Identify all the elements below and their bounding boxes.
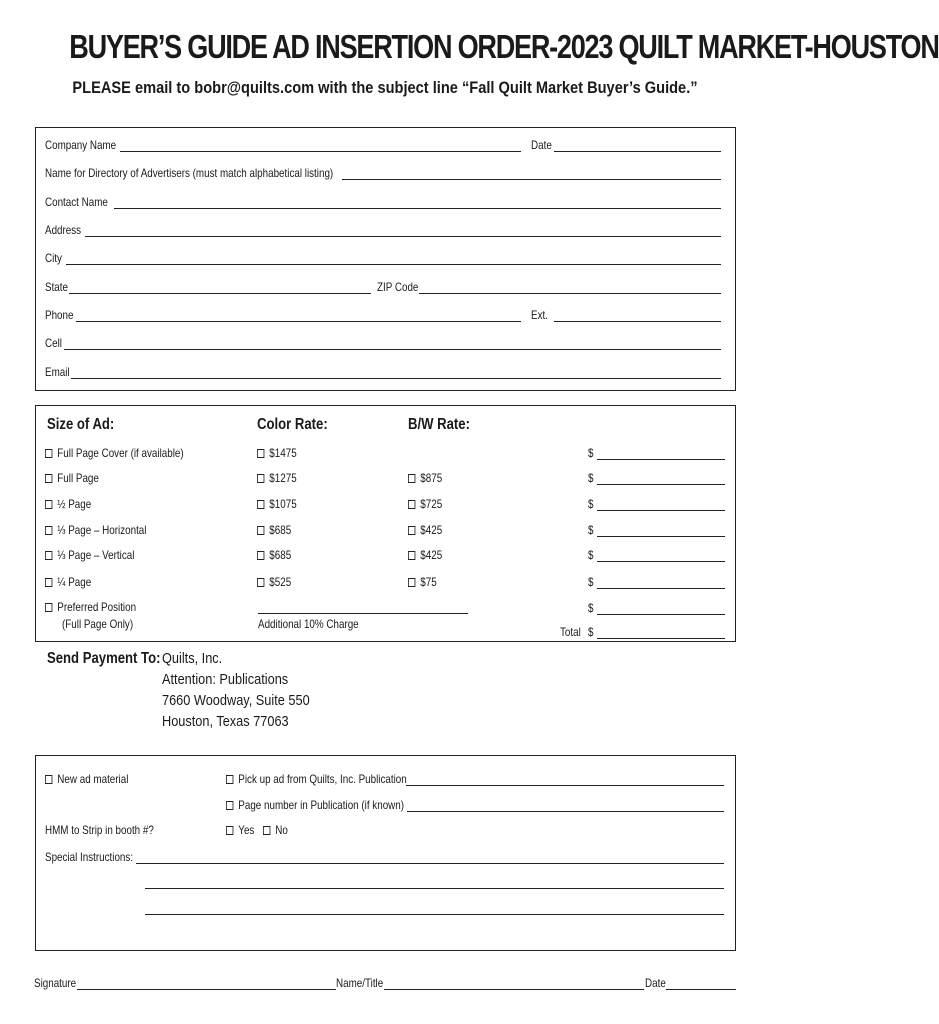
checkbox-icon [257, 526, 264, 535]
color-rate-option[interactable] [257, 575, 291, 589]
date-field[interactable] [531, 138, 721, 152]
checkbox-icon [45, 603, 52, 612]
dollar-sign: $ [588, 471, 594, 485]
checkbox-icon [257, 449, 264, 458]
amount-line[interactable] [597, 588, 725, 589]
ad-size-option[interactable] [45, 548, 134, 562]
no-option[interactable] [263, 823, 288, 837]
cell-label: Cell [45, 336, 62, 350]
payment-label: Send Payment To: [47, 650, 161, 667]
email-field[interactable] [45, 365, 721, 379]
bw-rate-option[interactable] [408, 523, 442, 537]
payment-line: 7660 Woodway, Suite 550 [162, 692, 310, 709]
page-subtitle: PLEASE email to bobr@quilts.com with the subject line “Fall Quilt Market Buyer’s Guide.” [72, 78, 698, 97]
ad-size-label: ¼ Page [57, 575, 92, 589]
checkbox-icon [257, 551, 264, 560]
city-field[interactable] [45, 251, 721, 265]
additional-charge-line[interactable] [258, 613, 468, 614]
cell-field[interactable] [45, 336, 721, 350]
dollar-sign: $ [588, 523, 594, 537]
bw-rate-value: $725 [420, 497, 443, 511]
ad-size-label: ⅓ Page – Vertical [57, 548, 135, 562]
pickup-label: Pick up ad from Quilts, Inc. Publication [238, 772, 407, 786]
total-amount-line[interactable] [597, 638, 725, 639]
footer-date-field[interactable] [645, 976, 736, 990]
special-instructions-line[interactable] [145, 888, 724, 889]
amount-line[interactable] [597, 510, 725, 511]
bw-rate-option[interactable] [408, 497, 442, 511]
checkbox-icon [226, 826, 233, 835]
checkbox-icon [257, 578, 264, 587]
phone-field[interactable] [45, 308, 521, 322]
ad-size-label: Full Page [57, 471, 99, 485]
checkbox-icon [45, 578, 52, 587]
color-rate-value: $1075 [269, 497, 297, 511]
checkbox-icon [257, 500, 264, 509]
special-instructions-field[interactable] [45, 850, 724, 864]
dollar-sign: $ [588, 625, 594, 639]
bw-column-header: B/W Rate: [408, 416, 470, 433]
special-instructions-line[interactable] [145, 914, 724, 915]
checkbox-icon [45, 500, 52, 509]
page-title: BUYER’S GUIDE AD INSERTION ORDER-2023 QUILT MARKET-HOUSTON [69, 28, 939, 65]
contact-name-label: Contact Name [45, 195, 108, 209]
bw-rate-value: $425 [420, 548, 443, 562]
bw-rate-value: $875 [420, 471, 443, 485]
state-label: State [45, 280, 68, 294]
name-title-label: Name/Title [336, 976, 384, 990]
signature-field[interactable] [34, 976, 336, 990]
color-rate-option[interactable] [257, 548, 291, 562]
company-name-field[interactable] [45, 138, 521, 152]
ad-size-option[interactable] [45, 575, 91, 589]
payment-line: Attention: Publications [162, 671, 289, 688]
payment-line: Houston, Texas 77063 [162, 713, 289, 730]
color-rate-option[interactable] [257, 446, 297, 460]
checkbox-icon [45, 526, 52, 535]
dollar-sign: $ [588, 548, 594, 562]
directory-name-field[interactable] [45, 166, 721, 180]
payment-line: Quilts, Inc. [162, 650, 223, 667]
dollar-sign: $ [588, 575, 594, 589]
dollar-sign: $ [588, 446, 594, 460]
preferred-amount-line[interactable] [597, 614, 725, 615]
new-ad-option[interactable] [45, 772, 128, 786]
checkbox-icon [45, 449, 52, 458]
directory-name-label: Name for Directory of Advertisers (must match alphabetical listing) [45, 166, 334, 180]
amount-line[interactable] [597, 459, 725, 460]
contact-name-field[interactable] [45, 195, 721, 209]
amount-line[interactable] [597, 484, 725, 485]
company-name-label: Company Name [45, 138, 117, 152]
phone-label: Phone [45, 308, 74, 322]
checkbox-icon [45, 775, 52, 784]
ad-size-option[interactable] [45, 497, 91, 511]
bw-rate-option[interactable] [408, 575, 437, 589]
total-label: Total [560, 625, 581, 639]
checkbox-icon [263, 826, 270, 835]
color-rate-value: $525 [269, 575, 292, 589]
color-rate-value: $685 [269, 548, 292, 562]
checkbox-icon [408, 578, 415, 587]
state-field[interactable] [45, 280, 371, 294]
ad-size-label: Full Page Cover (if available) [57, 446, 184, 460]
checkbox-icon [408, 526, 415, 535]
checkbox-icon [408, 551, 415, 560]
page-number-label: Page number in Publication (if known) [238, 798, 405, 812]
color-rate-option[interactable] [257, 523, 291, 537]
checkbox-icon [45, 474, 52, 483]
preferred-position-note: (Full Page Only) [62, 617, 134, 631]
ad-size-label: ½ Page [57, 497, 92, 511]
yes-label: Yes [238, 823, 255, 837]
pickup-option[interactable] [226, 772, 724, 786]
bw-rate-value: $425 [420, 523, 443, 537]
ext-label: Ext. [531, 308, 548, 322]
zip-field[interactable] [377, 280, 721, 294]
color-rate-option[interactable] [257, 497, 297, 511]
checkbox-icon [408, 500, 415, 509]
signature-label: Signature [34, 976, 77, 990]
checkbox-icon [408, 474, 415, 483]
yes-option[interactable] [226, 823, 254, 837]
color-rate-option[interactable] [257, 471, 297, 485]
date-label: Date [531, 138, 552, 152]
footer-date-label: Date [645, 976, 666, 990]
color-rate-value: $685 [269, 523, 292, 537]
checkbox-icon [226, 775, 233, 784]
color-column-header: Color Rate: [257, 416, 328, 433]
page-number-option[interactable] [226, 798, 724, 812]
amount-line[interactable] [597, 536, 725, 537]
hmm-strip-label: HMM to Strip in booth #? [45, 823, 154, 837]
color-rate-value: $1275 [269, 471, 297, 485]
name-title-field[interactable] [336, 976, 644, 990]
ad-size-option[interactable] [45, 523, 146, 537]
additional-charge-label: Additional 10% Charge [258, 617, 359, 631]
size-column-header: Size of Ad: [47, 416, 115, 433]
email-label: Email [45, 365, 70, 379]
checkbox-icon [45, 551, 52, 560]
bw-rate-option[interactable] [408, 548, 442, 562]
color-rate-value: $1475 [269, 446, 297, 460]
bw-rate-option[interactable] [408, 471, 442, 485]
dollar-sign: $ [588, 601, 594, 615]
bw-rate-value: $75 [420, 575, 437, 589]
address-label: Address [45, 223, 82, 237]
ad-size-option[interactable] [45, 471, 99, 485]
ext-field[interactable] [531, 308, 721, 322]
checkbox-icon [226, 801, 233, 810]
dollar-sign: $ [588, 497, 594, 511]
zip-label: ZIP Code [377, 280, 419, 294]
city-label: City [45, 251, 62, 265]
new-ad-label: New ad material [57, 772, 129, 786]
preferred-position-label: Preferred Position [57, 600, 137, 614]
no-label: No [275, 823, 288, 837]
checkbox-icon [257, 474, 264, 483]
special-instructions-label: Special Instructions: [45, 850, 134, 864]
ad-size-option[interactable] [45, 446, 184, 460]
amount-line[interactable] [597, 561, 725, 562]
preferred-position-option[interactable] [45, 600, 136, 614]
ad-size-label: ⅓ Page – Horizontal [57, 523, 147, 537]
address-field[interactable] [45, 223, 721, 237]
